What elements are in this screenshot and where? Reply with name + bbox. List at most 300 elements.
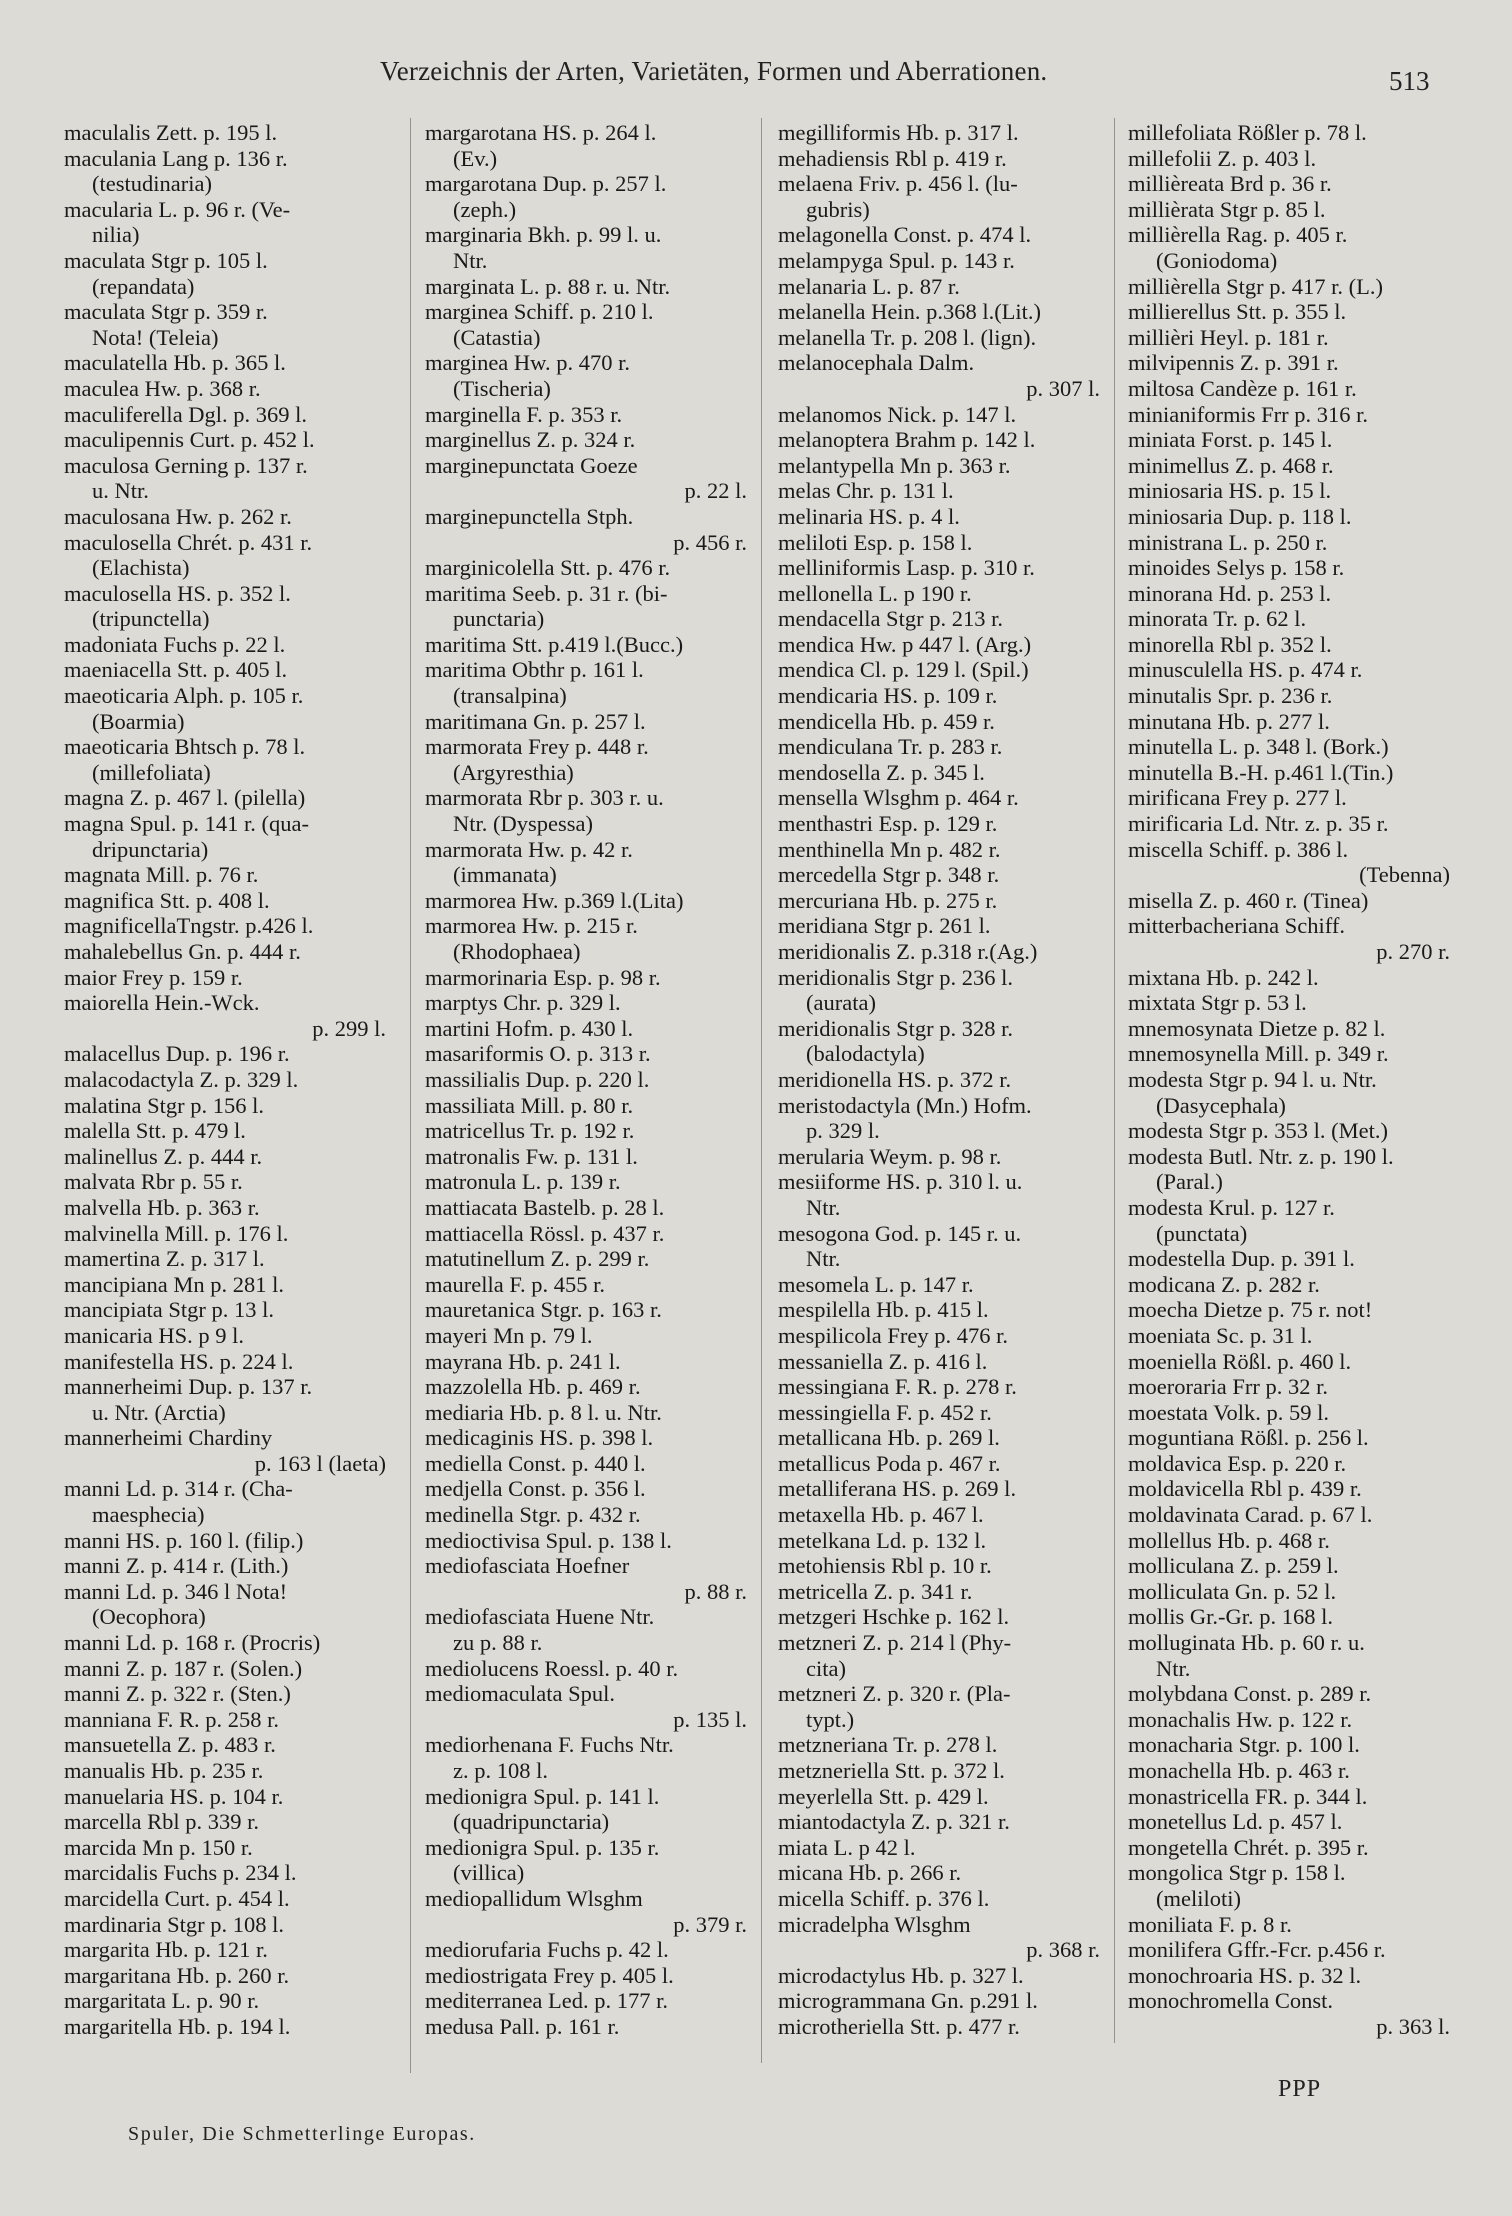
index-entry-line: mendicella Hb. p. 459 r. xyxy=(778,708,995,734)
index-entry-line: messingiana F. R. p. 278 r. xyxy=(778,1374,1017,1400)
index-entry-line: moeroraria Frr p. 32 r. xyxy=(1128,1374,1328,1400)
index-column-1 xyxy=(64,120,394,2040)
index-entry-line: monochroaria HS. p. 32 l. xyxy=(1128,1962,1362,1988)
index-entry-line: mesogona God. p. 145 r. u. xyxy=(778,1220,1022,1246)
index-entry-line: mnemosynella Mill. p. 349 r. xyxy=(1128,1041,1389,1067)
index-entry-line: (Tebenna) xyxy=(1359,862,1450,888)
index-entry-line: marmorea Hw. p. 215 r. xyxy=(425,913,638,939)
index-entry-line: margaritana Hb. p. 260 r. xyxy=(64,1962,290,1988)
index-entry-line: manicaria HS. p 9 l. xyxy=(64,1322,244,1348)
index-entry-line: minoides Selys p. 158 r. xyxy=(1128,555,1345,581)
index-entry-line: magnifica Stt. p. 408 l. xyxy=(64,887,270,913)
index-entry-line: minutana Hb. p. 277 l. xyxy=(1128,708,1330,734)
index-entry-line: melanoptera Brahm p. 142 l. xyxy=(778,427,1036,453)
index-entry-line: millièri Heyl. p. 181 r. xyxy=(1128,324,1329,350)
index-entry-line: p. 135 l. xyxy=(673,1706,747,1732)
index-entry-line: mehadiensis Rbl p. 419 r. xyxy=(778,145,1007,171)
index-entry-line: meyerlella Stt. p. 429 l. xyxy=(778,1783,989,1809)
index-entry-line: minutalis Spr. p. 236 r. xyxy=(1128,683,1333,709)
index-entry-line: magna Spul. p. 141 r. (qua- xyxy=(64,811,309,837)
index-entry-line: menthinella Mn p. 482 r. xyxy=(778,836,1001,862)
index-entry-line: (quadripunctaria) xyxy=(453,1809,610,1835)
index-entry-line: (repandata) xyxy=(92,273,195,299)
index-entry-line: molliculata Gn. p. 52 l. xyxy=(1128,1578,1337,1604)
index-entry-line: mauretanica Stgr. p. 163 r. xyxy=(425,1297,662,1323)
signature-mark: PPP xyxy=(1278,2076,1322,2102)
index-entry-line: melantypella Mn p. 363 r. xyxy=(778,452,1011,478)
index-entry-line: p. 88 r. xyxy=(684,1578,747,1604)
index-entry-line: matronula L. p. 139 r. xyxy=(425,1169,621,1195)
index-entry-line: manniana F. R. p. 258 r. xyxy=(64,1706,280,1732)
index-entry-line: massilialis Dup. p. 220 l. xyxy=(425,1066,650,1092)
index-entry-line: magnata Mill. p. 76 r. xyxy=(64,862,259,888)
index-entry-line: millièrella Stgr p. 417 r. (L.) xyxy=(1128,273,1383,299)
index-entry-line: Ntr. xyxy=(453,247,488,273)
index-entry-line: melanaria L. p. 87 r. xyxy=(778,273,960,299)
index-entry-line: p. 307 l. xyxy=(1026,375,1100,401)
index-entry-line: maritima Stt. p.419 l.(Bucc.) xyxy=(425,631,684,657)
index-entry-line: micradelpha Wlsghm xyxy=(778,1911,971,1937)
index-entry-line: millièrella Rag. p. 405 r. xyxy=(1128,222,1348,248)
index-entry-line: masariformis O. p. 313 r. xyxy=(425,1041,651,1067)
index-entry-line: mendosella Z. p. 345 l. xyxy=(778,759,985,785)
index-entry-line: miata L. p 42 l. xyxy=(778,1834,916,1860)
index-entry-line: modestella Dup. p. 391 l. xyxy=(1128,1246,1355,1272)
index-entry-line: Ntr. (Dyspessa) xyxy=(453,811,593,837)
index-entry-line: mespilella Hb. p. 415 l. xyxy=(778,1297,989,1323)
index-entry-line: maeoticaria Bhtsch p. 78 l. xyxy=(64,734,306,760)
footer-imprint: Spuler, Die Schmetterlinge Europas. xyxy=(128,2123,476,2145)
index-entry-line: mespilicola Frey p. 476 r. xyxy=(778,1322,1008,1348)
index-entry-line: miniosaria Dup. p. 118 l. xyxy=(1128,503,1352,529)
index-entry-line: miniosaria HS. p. 15 l. xyxy=(1128,478,1332,504)
index-entry-line: mendacella Stgr p. 213 r. xyxy=(778,606,1003,632)
index-entry-line: medjella Const. p. 356 l. xyxy=(425,1476,646,1502)
index-entry-line: modesta Stgr p. 94 l. u. Ntr. xyxy=(1128,1066,1377,1092)
index-entry-line: metaxella Hb. p. 467 l. xyxy=(778,1502,984,1528)
index-column-4 xyxy=(1128,120,1458,2040)
index-entry-line: malvinella Mill. p. 176 l. xyxy=(64,1220,289,1246)
index-entry-line: (Catastia) xyxy=(453,324,541,350)
index-entry-line: (balodactyla) xyxy=(806,1041,925,1067)
index-entry-line: melanella Tr. p. 208 l. (lign). xyxy=(778,324,1037,350)
index-entry-line: microtheriella Stt. p. 477 r. xyxy=(778,2013,1020,2039)
index-entry-line: marginea Schiff. p. 210 l. xyxy=(425,299,654,325)
index-entry-line: manni Z. p. 322 r. (Sten.) xyxy=(64,1681,291,1707)
index-entry-line: p. 379 r. xyxy=(673,1911,747,1937)
index-entry-line: molybdana Const. p. 289 r. xyxy=(1128,1681,1372,1707)
index-entry-line: molluginata Hb. p. 60 r. u. xyxy=(1128,1630,1365,1656)
index-entry-line: mazzolella Hb. p. 469 r. xyxy=(425,1374,641,1400)
index-entry-line: micana Hb. p. 266 r. xyxy=(778,1860,962,1886)
index-entry-line: miniata Forst. p. 145 l. xyxy=(1128,427,1333,453)
index-entry-line: maculatella Hb. p. 365 l. xyxy=(64,350,286,376)
index-entry-line: mesiiforme HS. p. 310 l. u. xyxy=(778,1169,1023,1195)
index-entry-line: mannerheimi Dup. p. 137 r. xyxy=(64,1374,313,1400)
index-entry-line: maculata Stgr p. 359 r. xyxy=(64,299,268,325)
index-entry-line: marginellus Z. p. 324 r. xyxy=(425,427,636,453)
index-entry-line: monachalis Hw. p. 122 r. xyxy=(1128,1706,1353,1732)
index-entry-line: metricella Z. p. 341 r. xyxy=(778,1578,973,1604)
index-entry-line: monachella Hb. p. 463 r. xyxy=(1128,1758,1350,1783)
index-entry-line: monetellus Ld. p. 457 l. xyxy=(1128,1809,1343,1835)
index-entry-line: mansuetella Z. p. 483 r. xyxy=(64,1732,276,1758)
index-entry-line: meridiana Stgr p. 261 l. xyxy=(778,913,991,939)
index-entry-line: mediomaculata Spul. xyxy=(425,1681,615,1707)
index-entry-line: minusculella HS. p. 474 r. xyxy=(1128,657,1363,683)
index-column-3 xyxy=(778,120,1108,2040)
index-entry-line: meridionalis Stgr p. 328 r. xyxy=(778,1015,1013,1041)
index-entry-line: marginepunctata Goeze xyxy=(425,452,638,478)
index-entry-line: minimellus Z. p. 468 r. xyxy=(1128,452,1334,478)
index-entry-line: maculosella Chrét. p. 431 r. xyxy=(64,529,313,555)
index-entry-line: matricellus Tr. p. 192 r. xyxy=(425,1118,635,1144)
index-entry-line: mercuriana Hb. p. 275 r. xyxy=(778,887,998,913)
index-entry-line: messaniella Z. p. 416 l. xyxy=(778,1348,988,1374)
index-entry-line: manuelaria HS. p. 104 r. xyxy=(64,1783,284,1809)
index-entry-line: manni Ld. p. 168 r. (Procris) xyxy=(64,1630,321,1656)
index-entry-line: millièreata Brd p. 36 r. xyxy=(1128,171,1332,197)
index-entry-line: malella Stt. p. 479 l. xyxy=(64,1118,246,1144)
index-entry-line: gubris) xyxy=(806,196,870,222)
index-entry-line: ministrana L. p. 250 r. xyxy=(1128,529,1328,555)
index-entry-line: metzneri Z. p. 320 r. (Pla- xyxy=(778,1681,1011,1707)
index-entry-line: mixtata Stgr p. 53 l. xyxy=(1128,990,1307,1016)
index-entry-line: maculea Hw. p. 368 r. xyxy=(64,375,261,401)
index-entry-line: medusa Pall. p. 161 r. xyxy=(425,2013,620,2039)
index-entry-line: martini Hofm. p. 430 l. xyxy=(425,1015,634,1041)
index-entry-line: manualis Hb. p. 235 r. xyxy=(64,1758,264,1783)
index-entry-line: millefolii Z. p. 403 l. xyxy=(1128,145,1317,171)
index-entry-line: mediofasciata Hoefner xyxy=(425,1553,630,1579)
index-entry-line: microgrammana Gn. p.291 l. xyxy=(778,1988,1038,2014)
index-entry-line: metelkana Ld. p. 132 l. xyxy=(778,1527,987,1553)
column-rule xyxy=(410,118,411,2073)
index-entry-line: maior Frey p. 159 r. xyxy=(64,964,243,990)
index-entry-line: modesta Stgr p. 353 l. (Met.) xyxy=(1128,1118,1388,1144)
index-entry-line: manni Ld. p. 346 l Nota! xyxy=(64,1578,288,1604)
index-entry-line: moestata Volk. p. 59 l. xyxy=(1128,1399,1330,1425)
index-entry-line: mendica Hw. p 447 l. (Arg.) xyxy=(778,631,1032,657)
index-entry-line: mattiacella Rössl. p. 437 r. xyxy=(425,1220,665,1246)
index-entry-line: megilliformis Hb. p. 317 l. xyxy=(778,120,1019,145)
index-entry-line: mensella Wlsghm p. 464 r. xyxy=(778,785,1019,811)
index-entry-line: moecha Dietze p. 75 r. not! xyxy=(1128,1297,1373,1323)
index-entry-line: maculosa Gerning p. 137 r. xyxy=(64,452,308,478)
index-entry-line: (zeph.) xyxy=(453,196,517,222)
index-entry-line: metzgeri Hschke p. 162 l. xyxy=(778,1604,1010,1630)
index-entry-line: meristodactyla (Mn.) Hofm. xyxy=(778,1092,1032,1118)
index-entry-line: millièrata Stgr p. 85 l. xyxy=(1128,196,1326,222)
index-entry-line: minutella L. p. 348 l. (Bork.) xyxy=(1128,734,1389,760)
index-entry-line: (Argyresthia) xyxy=(453,759,574,785)
index-entry-line: maculalis Zett. p. 195 l. xyxy=(64,120,278,145)
index-entry-line: marginicolella Stt. p. 476 r. xyxy=(425,555,671,581)
running-header: Verzeichnis der Arten, Varietäten, Formen und Aberrationen. xyxy=(380,56,1048,86)
index-entry-line: (Oecophora) xyxy=(92,1604,206,1630)
index-entry-line: marmorea Hw. p.369 l.(Lita) xyxy=(425,887,684,913)
index-entry-line: metalliferana HS. p. 269 l. xyxy=(778,1476,1017,1502)
index-entry-line: (Boarmia) xyxy=(92,708,185,734)
index-column-2 xyxy=(425,120,755,2040)
index-entry-line: maculosana Hw. p. 262 r. xyxy=(64,503,292,529)
index-entry-line: typt.) xyxy=(806,1706,855,1732)
index-entry-line: mollellus Hb. p. 468 r. xyxy=(1128,1527,1330,1553)
column-rule xyxy=(761,118,762,2063)
index-entry-line: (Elachista) xyxy=(92,555,190,581)
index-entry-line: maculipennis Curt. p. 452 l. xyxy=(64,427,315,453)
index-entry-line: mediterranea Led. p. 177 r. xyxy=(425,1988,669,2014)
index-entry-line: monilifera Gffr.-Fcr. p.456 r. xyxy=(1128,1937,1386,1963)
index-entry-line: mahalebellus Gn. p. 444 r. xyxy=(64,939,301,964)
index-entry-line: manifestella HS. p. 224 l. xyxy=(64,1348,294,1374)
index-entry-line: mirificaria Ld. Ntr. z. p. 35 r. xyxy=(1128,811,1389,837)
index-entry-line: mediostrigata Frey p. 405 l. xyxy=(425,1962,674,1988)
index-entry-line: marcella Rbl p. 339 r. xyxy=(64,1809,259,1835)
index-entry-line: melas Chr. p. 131 l. xyxy=(778,478,954,504)
index-entry-line: maiorella Hein.-Wck. xyxy=(64,990,260,1016)
index-entry-line: moldavicella Rbl p. 439 r. xyxy=(1128,1476,1362,1502)
index-entry-line: maculosella HS. p. 352 l. xyxy=(64,580,291,606)
index-entry-line: mercedella Stgr p. 348 r. xyxy=(778,862,1000,888)
index-entry-line: mendica Cl. p. 129 l. (Spil.) xyxy=(778,657,1029,683)
index-entry-line: manni HS. p. 160 l. (filip.) xyxy=(64,1527,304,1553)
page-number: 513 xyxy=(1389,66,1430,96)
index-entry-line: miltosa Candèze p. 161 r. xyxy=(1128,375,1357,401)
index-entry-line: (aurata) xyxy=(806,990,876,1016)
index-entry-line: (Rhodophaea) xyxy=(453,939,581,964)
index-entry-line: monochromella Const. xyxy=(1128,1988,1333,2014)
index-entry-line: mitterbacheriana Schiff. xyxy=(1128,913,1345,939)
index-entry-line: marcida Mn p. 150 r. xyxy=(64,1834,253,1860)
index-entry-line: marmorata Frey p. 448 r. xyxy=(425,734,649,760)
index-entry-line: minianiformis Frr p. 316 r. xyxy=(1128,401,1368,427)
index-entry-line: maritima Obthr p. 161 l. xyxy=(425,657,644,683)
index-entry-line: marmorata Hw. p. 42 r. xyxy=(425,836,633,862)
index-entry-line: magna Z. p. 467 l. (pilella) xyxy=(64,785,306,811)
index-entry-line: marptys Chr. p. 329 l. xyxy=(425,990,621,1016)
index-entry-line: maritima Seeb. p. 31 r. (bi- xyxy=(425,580,668,606)
index-entry-line: marginea Hw. p. 470 r. xyxy=(425,350,630,376)
index-entry-line: medicaginis HS. p. 398 l. xyxy=(425,1425,654,1451)
index-entry-line: moniliata F. p. 8 r. xyxy=(1128,1911,1292,1937)
index-entry-line: modicana Z. p. 282 r. xyxy=(1128,1271,1320,1297)
index-entry-line: mollis Gr.-Gr. p. 168 l. xyxy=(1128,1604,1334,1630)
index-entry-line: minorana Hd. p. 253 l. xyxy=(1128,580,1332,606)
index-entry-line: p. 368 r. xyxy=(1026,1937,1100,1963)
index-entry-line: (Goniodoma) xyxy=(1156,247,1278,273)
index-entry-line: madoniata Fuchs p. 22 l. xyxy=(64,631,286,657)
index-entry-line: maculania Lang p. 136 r. xyxy=(64,145,288,171)
index-entry-line: manni Ld. p. 314 r. (Cha- xyxy=(64,1476,293,1502)
index-entry-line: molliculana Z. p. 259 l. xyxy=(1128,1553,1339,1579)
index-entry-line: microdactylus Hb. p. 327 l. xyxy=(778,1962,1024,1988)
index-entry-line: zu p. 88 r. xyxy=(453,1630,543,1656)
index-entry-line: (millefoliata) xyxy=(92,759,211,785)
index-entry-line: mongetella Chrét. p. 395 r. xyxy=(1128,1834,1369,1860)
index-entry-line: p. 456 r. xyxy=(673,529,747,555)
index-entry-line: p. 329 l. xyxy=(806,1118,880,1144)
index-entry-line: marcidella Curt. p. 454 l. xyxy=(64,1885,290,1911)
index-entry-line: marginella F. p. 353 r. xyxy=(425,401,623,427)
index-entry-line: mediaria Hb. p. 8 l. u. Ntr. xyxy=(425,1399,662,1425)
index-entry-line: moldavica Esp. p. 220 r. xyxy=(1128,1450,1347,1476)
index-entry-line: maurella F. p. 455 r. xyxy=(425,1271,606,1297)
index-entry-line: metohiensis Rbl p. 10 r. xyxy=(778,1553,992,1579)
index-entry-line: (Paral.) xyxy=(1156,1169,1223,1195)
index-entry-line: malatina Stgr p. 156 l. xyxy=(64,1092,264,1118)
index-entry-line: melinaria HS. p. 4 l. xyxy=(778,503,960,529)
index-entry-line: Nota! (Teleia) xyxy=(92,324,219,350)
index-entry-line: maeoticaria Alph. p. 105 r. xyxy=(64,683,304,709)
index-entry-line: meliloti Esp. p. 158 l. xyxy=(778,529,973,555)
index-entry-line: matutinellum Z. p. 299 r. xyxy=(425,1246,650,1272)
index-entry-line: malacodactyla Z. p. 329 l. xyxy=(64,1066,299,1092)
index-entry-line: melanella Hein. p.368 l.(Lit.) xyxy=(778,299,1042,325)
index-entry-line: monastricella FR. p. 344 l. xyxy=(1128,1783,1368,1809)
index-entry-line: u. Ntr. xyxy=(92,478,149,504)
index-entry-line: mediorufaria Fuchs p. 42 l. xyxy=(425,1937,669,1963)
index-entry-line: mardinaria Stgr p. 108 l. xyxy=(64,1911,284,1937)
index-entry-line: mediolucens Roessl. p. 40 r. xyxy=(425,1655,679,1681)
index-entry-line: mellonella L. p 190 r. xyxy=(778,580,972,606)
index-entry-line: mediofasciata Huene Ntr. xyxy=(425,1604,655,1630)
index-entry-line: Ntr. xyxy=(806,1246,841,1272)
index-entry-line: dripunctaria) xyxy=(92,836,209,862)
index-entry-line: meridionalis Stgr p. 236 l. xyxy=(778,964,1013,990)
index-entry-line: mixtana Hb. p. 242 l. xyxy=(1128,964,1319,990)
index-entry-line: mancipiata Stgr p. 13 l. xyxy=(64,1297,274,1323)
index-entry-line: meridionalis Z. p.318 r.(Ag.) xyxy=(778,939,1038,964)
index-entry-line: margarotana HS. p. 264 l. xyxy=(425,120,657,145)
index-entry-line: medionigra Spul. p. 141 l. xyxy=(425,1783,660,1809)
index-entry-line: messingiella F. p. 452 r. xyxy=(778,1399,992,1425)
index-entry-line: mannerheimi Chardiny xyxy=(64,1425,273,1451)
index-entry-line: (meliloti) xyxy=(1156,1885,1241,1911)
column-rule xyxy=(1114,118,1115,2043)
index-entry-line: modesta Krul. p. 127 r. xyxy=(1128,1194,1335,1220)
index-entry-line: metzneri Z. p. 214 l (Phy- xyxy=(778,1630,1012,1656)
index-entry-line: maritimana Gn. p. 257 l. xyxy=(425,708,646,734)
index-entry-line: minutella B.-H. p.461 l.(Tin.) xyxy=(1128,759,1394,785)
index-entry-line: miscella Schiff. p. 386 l. xyxy=(1128,836,1349,862)
index-entry-line: mamertina Z. p. 317 l. xyxy=(64,1246,265,1272)
index-entry-line: p. 270 r. xyxy=(1376,939,1450,964)
index-entry-line: margarotana Dup. p. 257 l. xyxy=(425,171,667,197)
index-entry-line: p. 163 l (laeta) xyxy=(254,1450,386,1476)
index-entry-line: manni Z. p. 414 r. (Lith.) xyxy=(64,1553,289,1579)
index-entry-line: meridionella HS. p. 372 r. xyxy=(778,1066,1012,1092)
index-entry-line: manni Z. p. 187 r. (Solen.) xyxy=(64,1655,303,1681)
index-entry-line: menthastri Esp. p. 129 r. xyxy=(778,811,998,837)
index-entry-line: z. p. 108 l. xyxy=(453,1758,548,1783)
index-entry-line: u. Ntr. (Arctia) xyxy=(92,1399,226,1425)
index-entry-line: cita) xyxy=(806,1655,846,1681)
index-entry-line: marcidalis Fuchs p. 234 l. xyxy=(64,1860,297,1886)
index-entry-line: mayeri Mn p. 79 l. xyxy=(425,1322,593,1348)
index-entry-line: (testudinaria) xyxy=(92,171,212,197)
index-entry-line: maesphecia) xyxy=(92,1502,205,1528)
index-entry-line: moeniella Rößl. p. 460 l. xyxy=(1128,1348,1352,1374)
index-entry-line: medionigra Spul. p. 135 r. xyxy=(425,1834,660,1860)
index-entry-line: p. 22 l. xyxy=(684,478,747,504)
index-entry-line: Ntr. xyxy=(806,1194,841,1220)
index-entry-line: moguntiana Rößl. p. 256 l. xyxy=(1128,1425,1369,1451)
index-entry-line: margaritella Hb. p. 194 l. xyxy=(64,2013,291,2039)
index-entry-line: marmorinaria Esp. p. 98 r. xyxy=(425,964,661,990)
index-entry-line: maeniacella Stt. p. 405 l. xyxy=(64,657,288,683)
index-entry-line: melliniformis Lasp. p. 310 r. xyxy=(778,555,1035,581)
index-entry-line: mendiculana Tr. p. 283 r. xyxy=(778,734,1003,760)
index-entry-line: melanocephala Dalm. xyxy=(778,350,975,376)
index-entry-line: mayrana Hb. p. 241 l. xyxy=(425,1348,621,1374)
index-entry-line: modesta Butl. Ntr. z. p. 190 l. xyxy=(1128,1143,1394,1169)
index-entry-line: matronalis Fw. p. 131 l. xyxy=(425,1143,638,1169)
index-entry-line: mediopallidum Wlsghm xyxy=(425,1885,643,1911)
index-entry-line: malacellus Dup. p. 196 r. xyxy=(64,1041,290,1067)
index-entry-line: Ntr. xyxy=(1156,1655,1191,1681)
index-entry-line: monacharia Stgr. p. 100 l. xyxy=(1128,1732,1360,1758)
index-entry-line: mediella Const. p. 440 l. xyxy=(425,1450,646,1476)
index-entry-line: mancipiana Mn p. 281 l. xyxy=(64,1271,284,1297)
index-entry-line: mediorhenana F. Fuchs Ntr. xyxy=(425,1732,674,1758)
index-entry-line: metzneriana Tr. p. 278 l. xyxy=(778,1732,998,1758)
index-entry-line: medinella Stgr. p. 432 r. xyxy=(425,1502,641,1528)
index-entry-line: maculiferella Dgl. p. 369 l. xyxy=(64,401,308,427)
index-entry-line: maculata Stgr p. 105 l. xyxy=(64,247,268,273)
index-entry-line: mnemosynata Dietze p. 82 l. xyxy=(1128,1015,1386,1041)
index-entry-line: melampyga Spul. p. 143 r. xyxy=(778,247,1015,273)
index-entry-line: (Ev.) xyxy=(453,145,498,171)
index-entry-line: miantodactyla Z. p. 321 r. xyxy=(778,1809,1010,1835)
index-entry-line: (Dasycephala) xyxy=(1156,1092,1286,1118)
index-entry-line: micella Schiff. p. 376 l. xyxy=(778,1885,990,1911)
index-entry-line: merularia Weym. p. 98 r. xyxy=(778,1143,1002,1169)
index-entry-line: margarita Hb. p. 121 r. xyxy=(64,1937,268,1963)
index-entry-line: melanomos Nick. p. 147 l. xyxy=(778,401,1017,427)
index-entry-line: marginata L. p. 88 r. u. Ntr. xyxy=(425,273,671,299)
index-entry-line: medioctivisa Spul. p. 138 l. xyxy=(425,1527,672,1553)
index-entry-line: magnificellaTngstr. p.426 l. xyxy=(64,913,314,939)
index-entry-line: moldavinata Carad. p. 67 l. xyxy=(1128,1502,1373,1528)
index-entry-line: (punctata) xyxy=(1156,1220,1248,1246)
index-entry-line: p. 363 l. xyxy=(1376,2013,1450,2039)
index-entry-line: (villica) xyxy=(453,1860,525,1886)
index-entry-line: p. 299 l. xyxy=(312,1015,386,1041)
index-entry-line: mirificana Frey p. 277 l. xyxy=(1128,785,1347,811)
index-entry-line: mattiacata Bastelb. p. 28 l. xyxy=(425,1194,665,1220)
index-entry-line: millefoliata Rößler p. 78 l. xyxy=(1128,120,1367,145)
index-entry-line: metallicus Poda p. 467 r. xyxy=(778,1450,1001,1476)
index-entry-line: (Tischeria) xyxy=(453,375,551,401)
index-entry-line: (tripunctella) xyxy=(92,606,210,632)
index-entry-line: (transalpina) xyxy=(453,683,567,709)
index-entry-line: milvipennis Z. p. 391 r. xyxy=(1128,350,1339,376)
index-entry-line: melaena Friv. p. 456 l. (lu- xyxy=(778,171,1018,197)
index-entry-line: metzneriella Stt. p. 372 l. xyxy=(778,1758,1005,1783)
index-entry-line: melagonella Const. p. 474 l. xyxy=(778,222,1032,248)
index-entry-line: malvata Rbr p. 55 r. xyxy=(64,1169,243,1195)
index-entry-line: margaritata L. p. 90 r. xyxy=(64,1988,260,2014)
index-entry-line: marginepunctella Stph. xyxy=(425,503,634,529)
index-entry-line: massiliata Mill. p. 80 r. xyxy=(425,1092,634,1118)
index-entry-line: moeniata Sc. p. 31 l. xyxy=(1128,1322,1313,1348)
index-entry-line: (immanata) xyxy=(453,862,557,888)
index-entry-line: metallicana Hb. p. 269 l. xyxy=(778,1425,1000,1451)
index-entry-line: malinellus Z. p. 444 r. xyxy=(64,1143,263,1169)
index-entry-line: mongolica Stgr p. 158 l. xyxy=(1128,1860,1346,1886)
index-entry-line: macularia L. p. 96 r. (Ve- xyxy=(64,196,291,222)
